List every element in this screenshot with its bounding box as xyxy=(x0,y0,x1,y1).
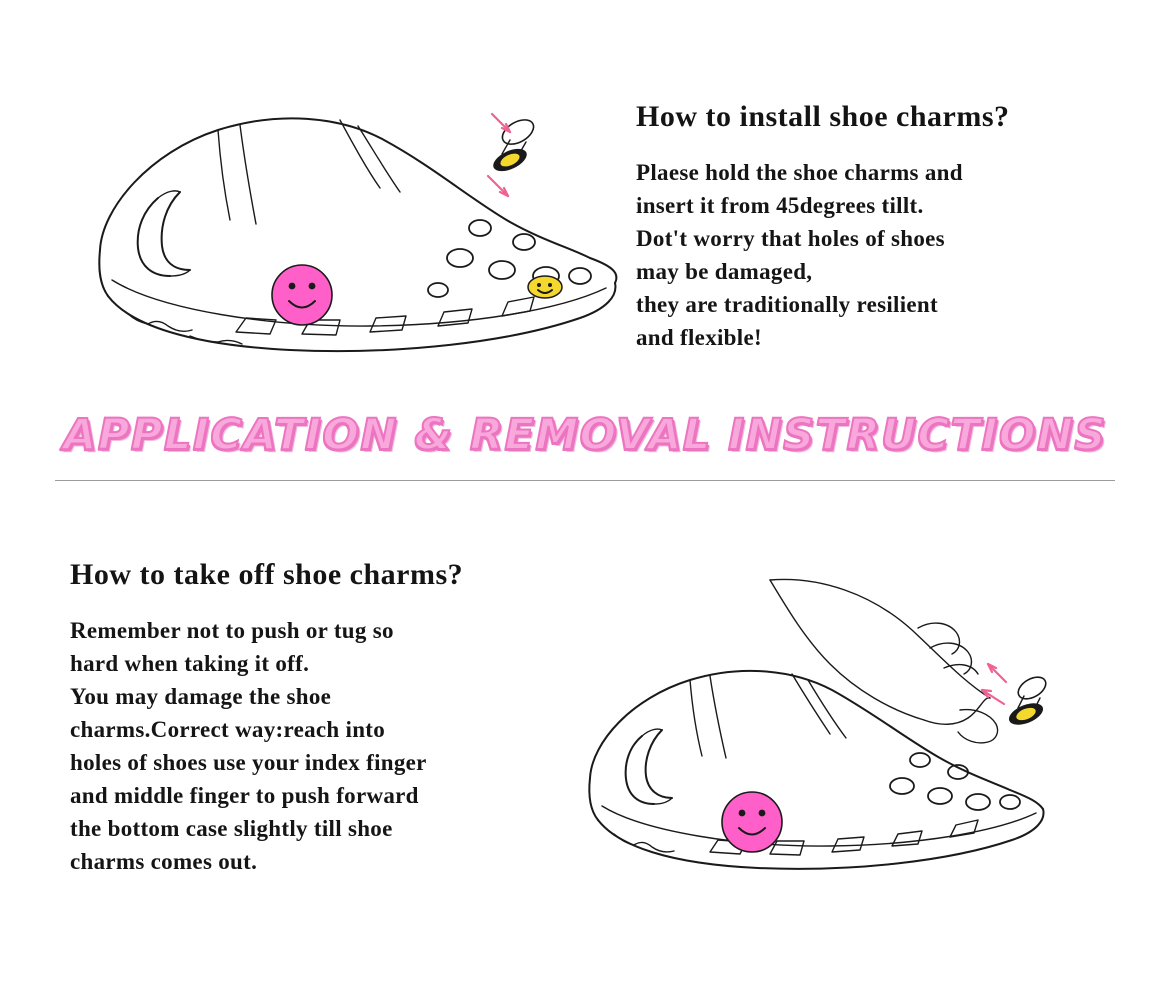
removal-text-block xyxy=(70,558,590,878)
charm-removal-piece xyxy=(1006,673,1050,729)
yellow-charm xyxy=(528,276,562,298)
removal-section xyxy=(0,500,1170,1004)
removal-line-8: charms comes out. xyxy=(70,849,258,874)
removal-line-6: and middle finger to push forward xyxy=(70,783,419,808)
install-heading: How to install shoe charms? xyxy=(636,100,1010,133)
removal-line-3: You may damage the shoe xyxy=(70,684,332,709)
removal-line-5: holes of shoes use your index finger xyxy=(70,750,427,775)
removal-line-4: charms.Correct way:reach into xyxy=(70,717,386,742)
pink-smiley-charm xyxy=(722,792,782,852)
removal-line-1: Remember not to push or tug so xyxy=(70,618,394,643)
removal-line-7: the bottom case slightly till shoe xyxy=(70,816,393,841)
install-line-6: and flexible! xyxy=(636,325,762,350)
install-section xyxy=(0,0,1170,400)
install-line-2: insert it from 45degrees tillt. xyxy=(636,193,924,218)
removal-heading: How to take off shoe charms? xyxy=(70,558,464,591)
pink-smiley-charm xyxy=(272,265,332,325)
horizontal-divider xyxy=(55,480,1115,481)
banner xyxy=(0,404,1170,486)
install-text-block xyxy=(636,100,1136,354)
banner-title: APPLICATION & REMOVAL INSTRUCTIONS xyxy=(63,410,1107,460)
charm-insert-tool xyxy=(490,115,538,176)
clog-shoe-removal-drawing xyxy=(520,570,1140,910)
install-line-5: they are traditionally resilient xyxy=(636,292,938,317)
install-line-3: Dot't worry that holes of shoes xyxy=(636,226,945,251)
install-line-1: Plaese hold the shoe charms and xyxy=(636,160,963,185)
removal-illustration xyxy=(520,570,1140,910)
install-line-4: may be damaged, xyxy=(636,259,813,284)
clog-shoe-insert-drawing xyxy=(40,80,630,370)
install-illustration xyxy=(40,80,630,370)
removal-line-2: hard when taking it off. xyxy=(70,651,310,676)
